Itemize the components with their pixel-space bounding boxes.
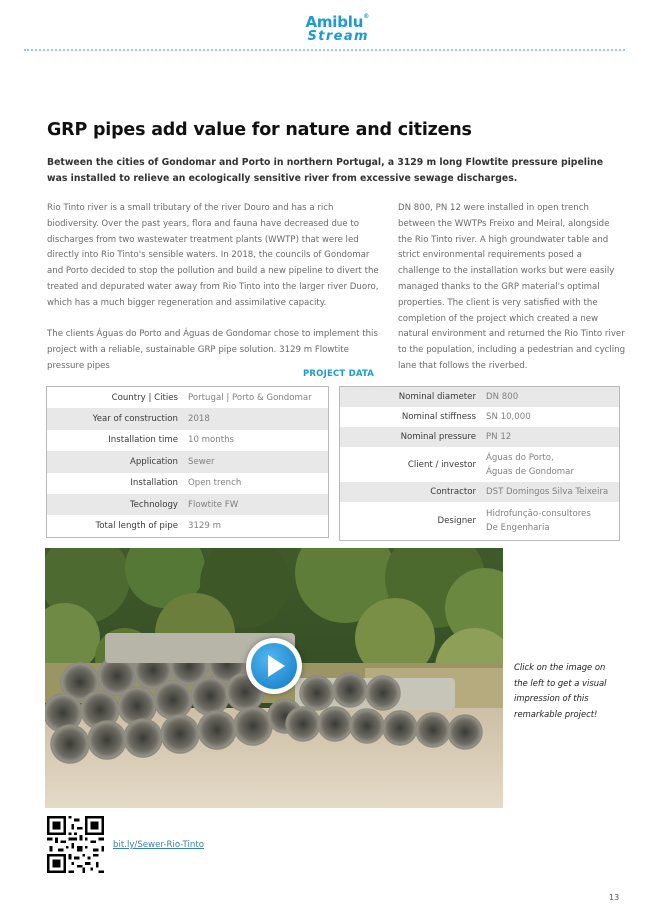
row-label: Application xyxy=(129,456,178,467)
row-label: Designer xyxy=(437,516,476,526)
page-number: 13 xyxy=(609,893,620,902)
qr-code-icon[interactable] xyxy=(47,816,104,873)
row-label: Contractor xyxy=(430,487,476,497)
body-column-right xyxy=(398,201,626,375)
row-value: Open trench xyxy=(188,478,242,489)
header-divider xyxy=(24,49,625,51)
project-data-table-right xyxy=(339,386,620,541)
play-icon xyxy=(251,643,297,689)
table-row xyxy=(340,427,619,447)
body-paragraph: Rio Tinto river is a small tributary of the river Douro and has a rich biodiversity. Over the past years, flora and fauna have decreased due to discharges from two wastewater treatment plants (WWTP) that were led directly into Rio Tinto's sensible waters. In 2018, the councils of Gondomar and Porto decided to stop the pollution and build a new pipeline to divert the treated and depurated water away from Rio Tinto into the larger river Duoro, which has a much bigger regeneration and assimilative capacity. xyxy=(47,203,379,308)
row-value: PN 12 xyxy=(486,432,512,442)
row-label: Installation xyxy=(130,478,178,489)
row-value-line: Hidrofunção-consultores xyxy=(486,509,591,519)
table-row xyxy=(47,494,328,515)
row-value: 3129 m xyxy=(188,521,221,532)
table-row xyxy=(47,515,328,536)
table-row xyxy=(340,482,619,502)
row-value: SN 10,000 xyxy=(486,412,531,422)
table-row xyxy=(47,430,328,451)
row-value: 2018 xyxy=(188,414,210,425)
registered-mark: ® xyxy=(363,13,369,20)
video-caption: Click on the image on the left to get a visual impression of this remarkable project! xyxy=(514,662,607,719)
article-title: GRP pipes add value for nature and citizens xyxy=(47,120,472,140)
table-row xyxy=(340,502,619,540)
play-triangle xyxy=(268,655,285,677)
article-lead: Between the cities of Gondomar and Porto in northern Portugal, a 3129 m long Flowtite pressure pipeline was installed to relieve an ecologically sensitive river from excessive sewage discharges. xyxy=(47,157,604,184)
amiblu-stream-logo xyxy=(279,13,369,47)
play-button[interactable] xyxy=(246,638,302,694)
row-value: 10 months xyxy=(188,435,235,446)
row-label: Technology xyxy=(129,499,178,510)
project-video-thumbnail[interactable] xyxy=(45,548,503,808)
table-row xyxy=(340,387,619,407)
row-label: Nominal stiffness xyxy=(401,412,476,422)
table-row xyxy=(340,447,619,482)
row-label: Total length of pipe xyxy=(95,521,178,532)
row-label: Year of construction xyxy=(92,414,178,425)
row-label: Nominal pressure xyxy=(400,432,476,442)
brand-name: Amiblu® xyxy=(305,13,369,31)
row-value-line: Águas de Gondomar xyxy=(486,466,574,477)
table-row xyxy=(47,451,328,472)
row-value: Sewer xyxy=(188,456,215,467)
body-paragraph: The clients Águas do Porto and Águas de Gondomar chose to implement this project with a reliable, sustainable GRP pipe solution. 3129 m Flowtite pressure pipes xyxy=(47,329,378,371)
row-label: Nominal diameter xyxy=(398,392,476,402)
project-data-heading: PROJECT DATA xyxy=(303,369,375,379)
video-link[interactable]: bit.ly/Sewer-Rio-Tinto xyxy=(113,840,204,850)
table-row xyxy=(47,387,328,408)
body-paragraph: DN 800, PN 12 were installed in open trench between the WWTPs Freixo and Meiral, alongside the Rio Tinto river. A high groundwater table and strict environmental requirements posed a challenge to the installation works but were easily managed thanks to the GRP material's optimal properties. The client is very satisfied with the completion of the project which created a new natural environment and returned the Rio Tinto river to the population, including a pedestrian and cycling lane that follows the riverbed. xyxy=(398,203,626,371)
table-row xyxy=(47,408,328,429)
row-value: DST Domingos Silva Teixeira xyxy=(486,487,609,497)
row-value-line: De Engenharia xyxy=(486,523,550,533)
table-row xyxy=(47,473,328,494)
row-value xyxy=(486,451,574,479)
row-label: Country | Cities xyxy=(111,392,178,403)
row-value: Flowtite FW xyxy=(188,499,239,510)
row-label: Installation time xyxy=(108,435,178,446)
row-label: Client / investor xyxy=(407,459,476,470)
row-value-line: Águas do Porto, xyxy=(486,452,554,463)
publication-name: Stream xyxy=(307,29,369,44)
row-value xyxy=(486,507,591,535)
table-row xyxy=(340,407,619,427)
row-value: DN 800 xyxy=(486,392,519,402)
project-data-table-left xyxy=(46,386,329,538)
body-column-left xyxy=(47,201,385,375)
row-value: Portugal | Porto & Gondomar xyxy=(188,392,312,403)
